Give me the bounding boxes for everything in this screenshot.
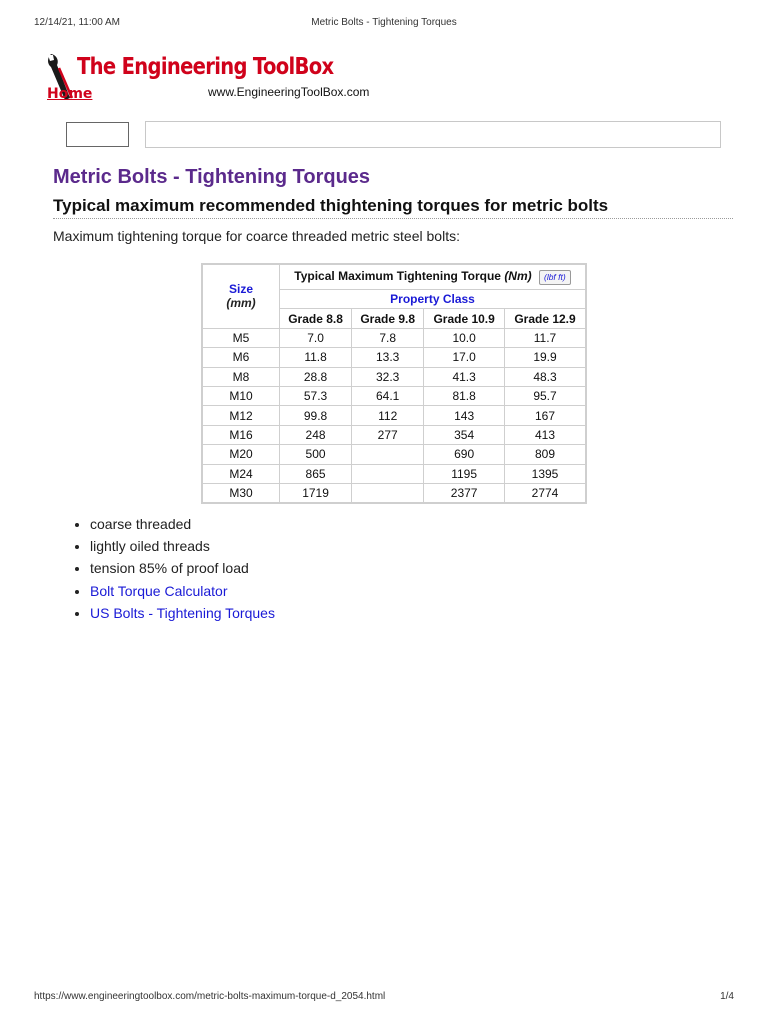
bolt-torque-calculator-link[interactable]: Bolt Torque Calculator: [90, 582, 228, 599]
list-item: [90, 559, 275, 581]
torque-cell: 413: [505, 425, 586, 444]
torque-cell: 809: [505, 445, 586, 464]
notes-list: [53, 515, 275, 626]
table-row: [202, 328, 586, 347]
torque-cell: 1395: [505, 464, 586, 483]
torque-cell: 865: [280, 464, 352, 483]
table-row: [202, 406, 586, 425]
list-item: [90, 515, 275, 537]
intro-text: Maximum tightening torque for coarce threaded metric steel bolts:: [53, 228, 460, 244]
table-row: [202, 386, 586, 405]
torque-cell: 2377: [424, 483, 505, 503]
torque-cell: 354: [424, 425, 505, 444]
grade-header: Grade 12.9: [505, 309, 586, 328]
torque-cell: 7.8: [352, 328, 424, 347]
torque-cell: 248: [280, 425, 352, 444]
site-name: The Engineering ToolBox: [77, 54, 334, 80]
bolt-size-cell: M12: [202, 406, 280, 425]
table-row: [202, 367, 586, 386]
home-link[interactable]: Home: [47, 86, 93, 102]
torque-table: [201, 263, 587, 504]
site-url[interactable]: www.EngineeringToolBox.com: [208, 85, 370, 99]
bolt-size-cell: M5: [202, 328, 280, 347]
search-button[interactable]: [66, 122, 129, 147]
unit-toggle-button[interactable]: (lbf ft): [539, 270, 571, 285]
note-text: tension 85% of proof load: [90, 560, 249, 577]
torque-cell: 99.8: [280, 406, 352, 425]
grade-header: Grade 10.9: [424, 309, 505, 328]
torque-cell: [352, 483, 424, 503]
bolt-size-cell: M10: [202, 386, 280, 405]
size-header: [202, 264, 280, 328]
torque-header-label: Typical Maximum Tightening Torque: [294, 269, 501, 284]
torque-cell: 1719: [280, 483, 352, 503]
torque-cell: 10.0: [424, 328, 505, 347]
bolt-size-cell: M24: [202, 464, 280, 483]
grade-header: Grade 9.8: [352, 309, 424, 328]
bolt-size-cell: M20: [202, 445, 280, 464]
print-page-number: 1/4: [720, 991, 734, 1002]
torque-cell: [352, 445, 424, 464]
print-url: https://www.engineeringtoolbox.com/metric-bolts-maximum-torque-d_2054.html: [34, 991, 386, 1002]
list-item: [90, 582, 275, 604]
table-row: [202, 425, 586, 444]
torque-cell: 143: [424, 406, 505, 425]
print-datetime: 12/14/21, 11:00 AM: [34, 17, 120, 28]
bolt-size-cell: M16: [202, 425, 280, 444]
torque-cell: [352, 464, 424, 483]
note-text: lightly oiled threads: [90, 538, 210, 555]
torque-cell: 95.7: [505, 386, 586, 405]
torque-cell: 19.9: [505, 348, 586, 367]
table-row: [202, 464, 586, 483]
us-bolts-torques-link[interactable]: US Bolts - Tightening Torques: [90, 604, 275, 621]
print-footer: [34, 991, 734, 1005]
torque-header: [280, 264, 587, 290]
torque-cell: 11.8: [280, 348, 352, 367]
torque-cell: 32.3: [352, 367, 424, 386]
grade-header: Grade 8.8: [280, 309, 352, 328]
torque-cell: 48.3: [505, 367, 586, 386]
page-title: Metric Bolts - Tightening Torques: [53, 166, 371, 188]
site-logo[interactable]: [45, 52, 385, 104]
table-row: [202, 483, 586, 503]
list-item: [90, 537, 275, 559]
table-row: [202, 445, 586, 464]
torque-cell: 7.0: [280, 328, 352, 347]
bolt-size-cell: M8: [202, 367, 280, 386]
torque-cell: 1195: [424, 464, 505, 483]
print-title: Metric Bolts - Tightening Torques: [311, 17, 457, 28]
torque-unit: (Nm): [504, 269, 532, 284]
torque-cell: 41.3: [424, 367, 505, 386]
torque-cell: 167: [505, 406, 586, 425]
torque-cell: 2774: [505, 483, 586, 503]
torque-cell: 11.7: [505, 328, 586, 347]
torque-cell: 112: [352, 406, 424, 425]
torque-cell: 64.1: [352, 386, 424, 405]
print-header: [34, 17, 734, 31]
size-label: Size: [228, 282, 253, 297]
list-item: [90, 604, 275, 626]
torque-cell: 500: [280, 445, 352, 464]
table-row: [202, 348, 586, 367]
torque-cell: 28.8: [280, 367, 352, 386]
size-unit: (mm): [226, 296, 256, 311]
bolt-size-cell: M30: [202, 483, 280, 503]
torque-cell: 690: [424, 445, 505, 464]
torque-cell: 13.3: [352, 348, 424, 367]
torque-cell: 277: [352, 425, 424, 444]
torque-cell: 57.3: [280, 386, 352, 405]
property-class-header: Property Class: [280, 290, 587, 309]
page-subtitle: Typical maximum recommended thightening torques for metric bolts: [53, 196, 733, 219]
search-input[interactable]: [145, 121, 721, 148]
bolt-size-cell: M6: [202, 348, 280, 367]
note-text: coarse threaded: [90, 516, 192, 532]
torque-cell: 17.0: [424, 348, 505, 367]
torque-cell: 81.8: [424, 386, 505, 405]
